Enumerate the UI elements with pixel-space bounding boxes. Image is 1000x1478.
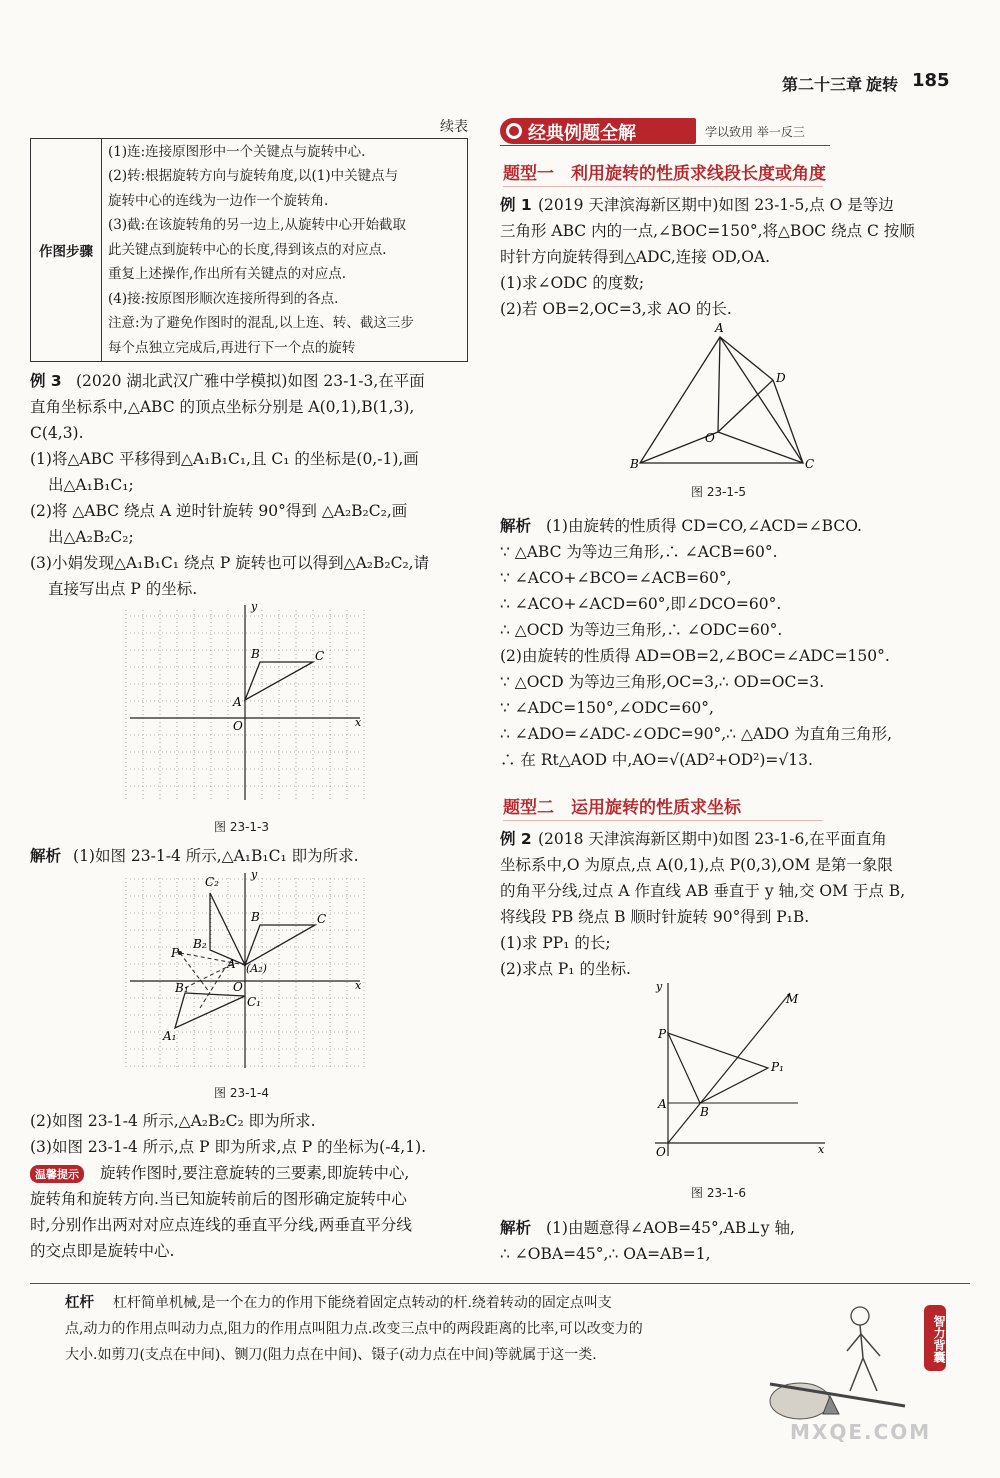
example-1-line: 时针方向旋转得到△ADC,连接 OD,OA. [500, 248, 771, 266]
point-b2-label: B₂ [193, 937, 207, 951]
example-3-line: 直角坐标系中,△ABC 的顶点坐标分别是 A(0,1),B(1,3), [30, 398, 415, 416]
figure-23-1-3-caption: 图 23-1-3 [214, 820, 270, 834]
solution-1-line: ∴ ∠ADO=∠ADC-∠ODC=90°,∴ △ADO 为直角三角形, [500, 725, 893, 743]
example-3-line: C(4,3). [30, 424, 84, 442]
point-d-label: D [776, 371, 786, 385]
type-2-underline [503, 820, 823, 821]
y-axis-label: y [656, 980, 663, 993]
origin-label: O [656, 1145, 666, 1159]
point-b-label: B [251, 647, 260, 661]
point-p-label: P [171, 946, 180, 960]
example-1-text [500, 192, 970, 322]
solution-1 [500, 513, 970, 773]
example-1-line: 三角形 ABC 内的一点,∠BOC=150°,将△BOC 绕点 C 按顺 [500, 222, 915, 240]
segment-oc [718, 432, 803, 463]
solution-label: 解析 [30, 847, 62, 865]
footer-line: 杠杆简单机械,是一个在力的作用下能绕着固定点转动的杆.绕着转动的固定点叫支 [113, 1295, 612, 1311]
tip-line: 时,分别作出两对对应点连线的垂直平分线,两垂直平分线 [30, 1216, 412, 1234]
example-2-line: 将线段 PB 绕点 B 顺时针旋转 90°得到 P₁B. [500, 908, 810, 926]
tip-box [30, 1160, 475, 1264]
example-2-line: (2018 天津滨海新区期中)如图 23-1-6,在平面直角 [538, 830, 887, 848]
solution-2-text [500, 1215, 970, 1267]
person-head-icon [851, 1307, 869, 1325]
triangle-abc [640, 337, 803, 463]
footer-text [65, 1290, 755, 1368]
step-line: 此关键点到旋转中心的长度,得到该点的对应点. [108, 241, 387, 258]
point-c-label: C [317, 912, 327, 926]
steps-content [102, 139, 468, 362]
person-body-icon [847, 1325, 880, 1391]
example-3-line: 出△A₂B₂C₂; [48, 528, 134, 546]
solution-1-line: ∵ △OCD 为等边三角形,OC=3,∴ OD=OC=3. [500, 673, 825, 691]
example-2-line: (1)求 PP₁ 的长; [500, 934, 611, 952]
continued-label: 续表 [440, 119, 468, 135]
step-line: 注意:为了避免作图时的混乱,以上连、转、截这三步 [108, 315, 414, 332]
figure-23-1-5 [625, 320, 825, 475]
origin-label: O [233, 980, 243, 994]
step-line: (3)截:在该旋转角的另一边上,从旋转中心开始截取 [108, 217, 406, 234]
solution-1-line: ∴ △OCD 为等边三角形,∴ ∠ODC=60°. [500, 621, 783, 639]
tip-badge: 温馨提示 [30, 1165, 84, 1183]
example-3-line: 出△A₁B₁C₁; [48, 476, 134, 494]
example-2-line: (2)求点 P₁ 的坐标. [500, 960, 631, 978]
step-line: (4)接:按原图形顺次连接所得到的各点. [108, 290, 339, 307]
example-1-line: (2)若 OB=2,OC=3,求 AO 的长. [500, 300, 732, 318]
point-p-label: P [658, 1027, 667, 1041]
segment-ad [720, 337, 773, 380]
footer-term: 杠杆 [65, 1295, 94, 1311]
point-c2-label: C₂ [205, 875, 219, 889]
example-2-text [500, 826, 970, 982]
point-b-label: B [630, 457, 639, 471]
figure-23-1-6 [650, 978, 830, 1163]
banner-underline [500, 145, 830, 146]
example-2-line: 的角平分线,过点 A 作直线 AB 垂直于 y 轴,交 OM 于点 B, [500, 882, 906, 900]
point-c-label: C [805, 457, 815, 471]
type-1-underline [503, 186, 823, 187]
point-c-label: C [315, 649, 325, 663]
footer-divider [30, 1283, 970, 1284]
point-a-label: A [227, 957, 236, 971]
steps-list [108, 140, 461, 361]
figure-23-1-3 [125, 600, 375, 810]
example-1-line: (2019 天津滨海新区期中)如图 23-1-5,点 O 是等边 [538, 196, 894, 214]
footer-note [65, 1290, 755, 1368]
solution-label: 解析 [500, 1219, 532, 1237]
example-3-label: 例 3 [30, 372, 62, 390]
topic-title: 旋转 [866, 75, 899, 94]
horn-icon [506, 123, 522, 139]
step-line: 重复上述操作,作出所有关键点的对应点. [108, 266, 347, 283]
x-axis-label: x [355, 716, 362, 729]
type-2-heading: 题型二 运用旋转的性质求坐标 [503, 798, 741, 818]
solution-2-line: ∴ ∠OBA=45°,∴ OA=AB=1, [500, 1245, 711, 1263]
triangle-pbp1 [668, 1033, 768, 1103]
figure-23-1-4 [125, 868, 375, 1078]
solution-1-line: ∵ ∠ADC=150°,∠ODC=60°, [500, 699, 714, 717]
solution-label: 解析 [500, 517, 532, 535]
solution-3-line2: (2)如图 23-1-4 所示,△A₂B₂C₂ 即为所求. [30, 1112, 316, 1130]
step-line: 每个点独立完成后,再进行下一个点的旋转 [108, 339, 356, 356]
origin-label: O [233, 719, 243, 733]
solution-1-line: ∵ △ABC 为等边三角形,∴ ∠ACB=60°. [500, 543, 778, 561]
watermark: MXQE.COM [790, 1420, 932, 1444]
page-number: 185 [912, 70, 950, 91]
example-3-text [30, 368, 475, 602]
solution-1-line: (1)由旋转的性质得 CD=CO,∠ACD=∠BCO. [546, 517, 862, 535]
figure-23-1-5-caption: 图 23-1-5 [691, 485, 747, 499]
type-1-heading: 题型一 利用旋转的性质求线段长度或角度 [503, 164, 826, 184]
example-3-line: 直接写出点 P 的坐标. [48, 580, 198, 598]
point-o-label: O [705, 431, 715, 445]
solution-3-part1 [30, 843, 359, 869]
footer-line: 大小.如剪刀(支点在中间)、铡刀(阻力点在中间)、镊子(动力点在中间)等就属于这一类. [65, 1347, 597, 1363]
point-b1-label: B₁ [175, 981, 189, 995]
tip-text [30, 1160, 475, 1264]
example-3-line: (1)将△ABC 平移得到△A₁B₁C₁,且 C₁ 的坐标是(0,-1),画 [30, 450, 419, 468]
solution-2-line: (1)由题意得∠AOB=45°,AB⊥y 轴, [546, 1219, 795, 1237]
point-a-label: A [233, 695, 242, 709]
point-a1-label: A₁ [163, 1029, 177, 1043]
triangle-a2b2c2 [210, 893, 245, 965]
point-c1-label: C₁ [247, 995, 261, 1009]
example-1-line: (1)求∠ODC 的度数; [500, 274, 645, 292]
example-3-line: (2020 湖北武汉广雅中学模拟)如图 23-1-3,在平面 [76, 372, 425, 390]
triangle-abc [245, 925, 315, 965]
solution-2 [500, 1215, 970, 1267]
tip-line: 旋转角和旋转方向.当已知旋转前后的图形确定旋转中心 [30, 1190, 407, 1208]
x-axis-label: x [355, 979, 362, 992]
example-3-line: (3)小娟发现△A₁B₁C₁ 绕点 P 旋转也可以得到△A₂B₂C₂,请 [30, 554, 430, 572]
banner-subtitle: 学以致用 举一反三 [705, 125, 805, 139]
chapter-title: 第二十三章 [782, 75, 863, 94]
example-2-label: 例 2 [500, 830, 532, 848]
example-1-label: 例 1 [500, 196, 532, 214]
point-a-label: A [715, 321, 724, 335]
example-1 [500, 192, 970, 322]
step-line: 旋转中心的连线为一边作一个旋转角. [108, 192, 329, 209]
steps-label: 作图步骤 [31, 139, 102, 362]
figure-23-1-6-caption: 图 23-1-6 [691, 1186, 747, 1200]
solution-3-line3: (3)如图 23-1-4 所示,点 P 即为所求,点 P 的坐标为(-4,1). [30, 1138, 427, 1156]
side-tag: 智力背囊 [924, 1305, 946, 1371]
y-axis-label: y [251, 600, 258, 613]
banner-title: 经典例题全解 [528, 123, 636, 144]
point-p1-label: P₁ [771, 1060, 784, 1074]
tip-line: 旋转作图时,要注意旋转的三要素,即旋转中心, [100, 1164, 410, 1182]
point-b-label: B [251, 910, 260, 924]
solution-1-line: (2)由旋转的性质得 AD=OB=2,∠BOC=∠ADC=150°. [500, 647, 890, 665]
solution-1-line: ∵ ∠ACO+∠BCO=∠ACB=60°, [500, 569, 732, 587]
example-2-line: 坐标系中,O 为原点,点 A(0,1),点 P(0,3),OM 是第一象限 [500, 856, 893, 874]
solution-1-line: ∴ ∠ACO+∠ACD=60°,即∠DCO=60°. [500, 595, 782, 613]
example-2 [500, 826, 970, 982]
steps-table [30, 138, 468, 362]
step-line: (1)连:连接原图形中一个关键点与旋转中心. [108, 143, 366, 160]
figure-23-1-4-caption: 图 23-1-4 [214, 1086, 270, 1100]
example-3 [30, 368, 475, 602]
point-m-label: M [786, 992, 799, 1006]
point-a2-label: (A₂) [246, 962, 267, 975]
section-banner [500, 118, 840, 144]
x-axis-label: x [818, 1143, 825, 1156]
y-axis-label: y [251, 868, 258, 881]
point-a-label: A [658, 1097, 667, 1111]
example-3-line: (2)将 △ABC 绕点 A 逆时针旋转 90°得到 △A₂B₂C₂,画 [30, 502, 408, 520]
segment-ao [718, 337, 720, 432]
solution-1-text [500, 513, 970, 773]
solution-1-line: ∴ 在 Rt△AOD 中,AO=√(AD²+OD²)=√13. [500, 751, 813, 769]
step-line: (2)转:根据旋转方向与旋转角度,以(1)中关键点与 [108, 168, 399, 185]
lever-illustration [755, 1296, 920, 1436]
solution-3-line1: (1)如图 23-1-4 所示,△A₁B₁C₁ 即为所求. [73, 847, 359, 865]
tip-line: 的交点即是旋转中心. [30, 1242, 175, 1260]
point-b-label: B [700, 1105, 709, 1119]
footer-line: 点,动力的作用点叫动力点,阻力的作用点叫阻力点.改变三点中的两段距离的比率,可以改变力的 [65, 1321, 643, 1337]
segment-dc [773, 380, 803, 463]
